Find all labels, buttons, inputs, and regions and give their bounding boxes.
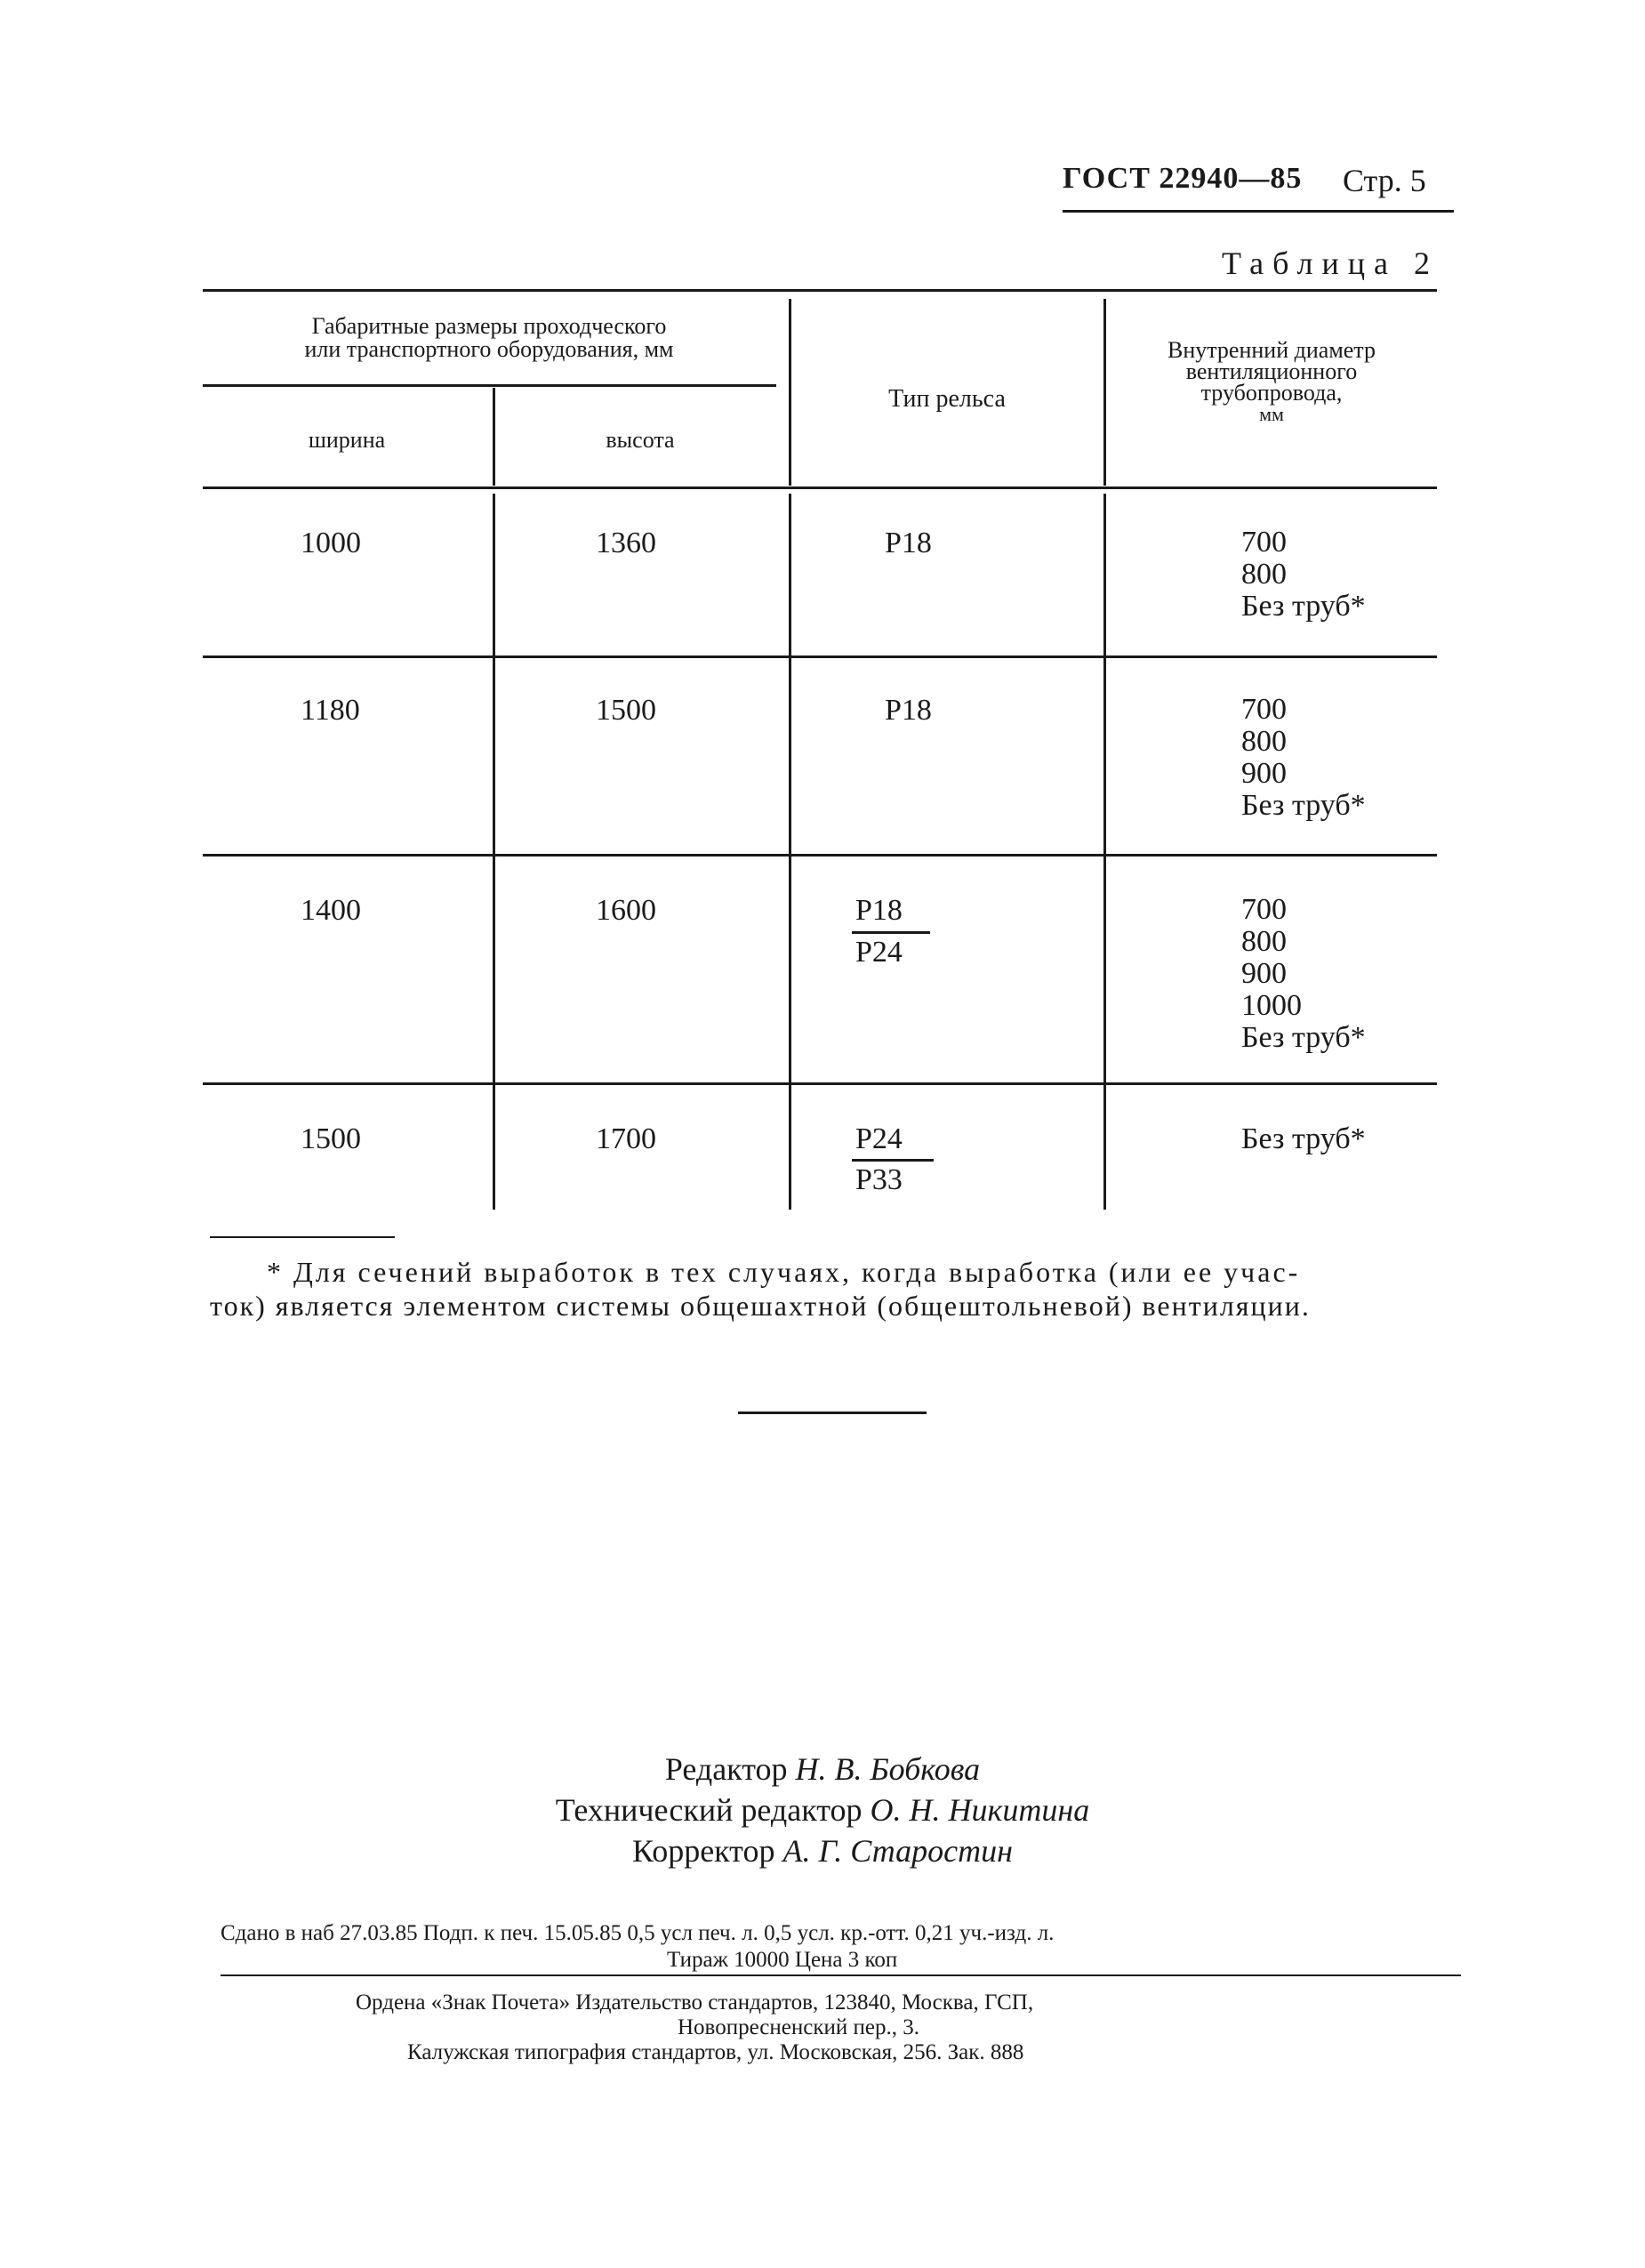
section-separator <box>738 1411 927 1414</box>
row4-height: 1700 <box>596 1122 656 1155</box>
header-width: ширина <box>308 427 386 453</box>
row2-height: 1500 <box>596 694 656 727</box>
col-divider-rail-diameter-header <box>1103 299 1106 486</box>
footnote-rule <box>210 1236 395 1238</box>
row3-width: 1400 <box>301 894 361 927</box>
col-divider-width-height-header <box>493 388 495 486</box>
table-top-rule <box>203 289 1437 292</box>
page-number: Стр. 5 <box>1343 163 1426 198</box>
row4-rail-fraction-line <box>852 1159 934 1162</box>
col-divider-rail-diameter <box>1103 494 1106 1210</box>
row-divider-3 <box>203 1082 1437 1085</box>
col-divider-width-height <box>493 494 495 1210</box>
row4-diameters: Без труб* <box>1241 1122 1366 1155</box>
group-header-rule <box>203 384 776 387</box>
row1-rail: Р18 <box>885 527 932 559</box>
header-bottom-rule <box>203 487 1437 489</box>
credit-editor: Редактор Н. В. Бобкова <box>664 1751 981 1787</box>
row4-rail-top: Р24 <box>855 1122 903 1155</box>
row2-diameters: 700 800 900 Без труб* <box>1241 693 1366 822</box>
col-divider-height-rail <box>789 494 791 1210</box>
row4-rail-bottom: Р33 <box>855 1163 903 1196</box>
footnote-line-2: ток) является элементом системы общешахтной (общештольневой) вентиляции. <box>210 1290 1311 1322</box>
imprint-line-4: Новопресненский пер., 3. <box>678 2015 919 2039</box>
row-divider-2 <box>203 854 1437 857</box>
header-diameter: Внутренний диаметр вентиляционного трубопровода, мм <box>1168 337 1376 425</box>
col-divider-group-rail-header <box>789 299 791 486</box>
row3-height: 1600 <box>596 894 656 927</box>
footnote-line-1: * Для сечений выработок в тех случаях, когда выработка (или ее учас- <box>267 1256 1301 1288</box>
row4-width: 1500 <box>301 1122 361 1155</box>
credit-tech-editor: Технический редактор О. Н. Никитина <box>555 1792 1090 1828</box>
imprint-line-5: Калужская типография стандартов, ул. Московская, 256. Зак. 888 <box>407 2040 1024 2064</box>
row1-diameters: 700 800 Без труб* <box>1241 526 1366 623</box>
imprint-rule <box>221 1974 1461 1976</box>
row-divider-1 <box>203 655 1437 658</box>
row2-width: 1180 <box>301 694 360 727</box>
row3-diameters: 700 800 900 1000 Без труб* <box>1241 893 1366 1054</box>
header-dimensions-group: Габаритные размеры проходческого или транспортного оборудования, мм <box>304 313 674 362</box>
row3-rail-top: Р18 <box>855 894 903 927</box>
row3-rail-fraction-line <box>852 931 930 934</box>
row1-width: 1000 <box>301 527 361 559</box>
imprint-line-3: Ордена «Знак Почета» Издательство стандартов, 123840, Москва, ГСП, <box>356 1991 1034 2015</box>
gost-number: ГОСТ 22940—85 <box>1063 162 1303 195</box>
header-rule <box>1063 210 1454 213</box>
credit-corrector: Корректор А. Г. Старостин <box>631 1833 1014 1869</box>
imprint-line-2: Тираж 10000 Цена 3 коп <box>667 1948 898 1972</box>
row1-height: 1360 <box>596 527 656 559</box>
row3-rail-bottom: Р24 <box>855 936 903 969</box>
header-rail-type: Тип рельса <box>888 385 1006 413</box>
header-height: высота <box>606 427 675 453</box>
table-title: Таблица 2 <box>1222 245 1439 281</box>
imprint-line-1: Сдано в наб 27.03.85 Подп. к печ. 15.05.85 0,5 усл печ. л. 0,5 усл. кр.-отт. 0,21 уч.-изд. л. <box>221 1921 1055 1945</box>
row2-rail: Р18 <box>885 694 932 727</box>
